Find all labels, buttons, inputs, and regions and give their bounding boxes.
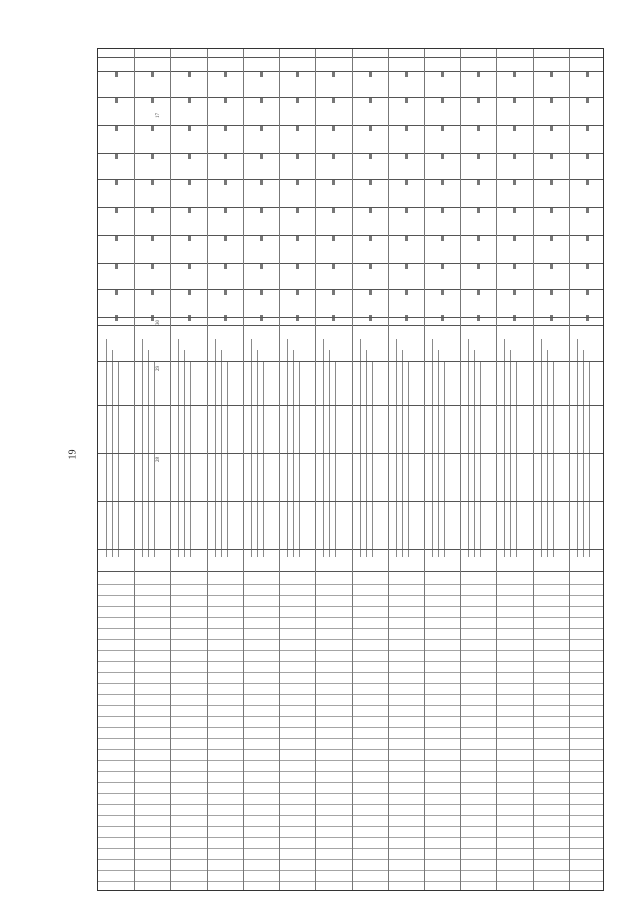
table-column-divider (98, 571, 603, 572)
column-index-29: 29 (156, 366, 161, 371)
table-column-divider (98, 263, 603, 264)
text-line-stroke (553, 361, 554, 557)
text-line-stroke (154, 361, 155, 557)
table-column-divider (98, 501, 603, 502)
rotated-table (97, 48, 604, 891)
text-line-stroke (360, 339, 361, 557)
cell-mark (586, 315, 589, 321)
cell-mark (513, 315, 516, 321)
table-column-divider (98, 317, 603, 318)
text-line-stroke (432, 339, 433, 557)
table-row-divider (134, 49, 135, 890)
cell-mark (477, 315, 480, 321)
table-column-divider (98, 125, 603, 126)
table-row-divider (243, 49, 244, 890)
text-line-stroke (589, 361, 590, 557)
table-row-divider (207, 49, 208, 890)
table-column-divider (98, 179, 603, 180)
text-line-stroke (178, 339, 179, 557)
table-column-divider (98, 235, 603, 236)
table-column-divider (98, 405, 603, 406)
table-row-divider (315, 49, 316, 890)
cell-mark (369, 315, 372, 321)
table-column-divider (98, 97, 603, 98)
text-line-stroke (372, 361, 373, 557)
text-line-stroke (215, 339, 216, 557)
cell-mark (550, 315, 553, 321)
text-line-stroke (106, 339, 107, 557)
table-row-divider (424, 49, 425, 890)
table-row-divider (533, 49, 534, 890)
text-line-stroke (516, 361, 517, 557)
cell-mark (296, 315, 299, 321)
cell-mark (260, 315, 263, 321)
table-column-divider (98, 71, 603, 72)
table-column-divider (98, 207, 603, 208)
column-index-17: 17 (156, 113, 161, 118)
cell-mark (405, 315, 408, 321)
text-line-stroke (408, 361, 409, 557)
text-line-stroke (287, 339, 288, 557)
table-row-divider (460, 49, 461, 890)
text-line-stroke (118, 361, 119, 557)
table-row-divider (569, 49, 570, 890)
text-line-stroke (299, 361, 300, 557)
text-line-stroke (468, 339, 469, 557)
cell-mark (224, 315, 227, 321)
text-line-stroke (504, 339, 505, 557)
table-column-divider (98, 153, 603, 154)
cell-mark (441, 315, 444, 321)
text-line-stroke (323, 339, 324, 557)
cell-mark (188, 315, 191, 321)
column-index-28: 28 (156, 457, 161, 462)
text-line-stroke (577, 339, 578, 557)
text-line-stroke (263, 361, 264, 557)
table-column-divider (98, 549, 603, 550)
text-line-stroke (396, 339, 397, 557)
table-column-divider (98, 361, 603, 362)
text-line-stroke (480, 361, 481, 557)
text-line-stroke (142, 339, 143, 557)
table-column-divider (98, 289, 603, 290)
text-line-stroke (541, 339, 542, 557)
table-row-divider (279, 49, 280, 890)
table-row-divider (496, 49, 497, 890)
table-column-divider (98, 325, 603, 326)
text-line-stroke (251, 339, 252, 557)
text-line-stroke (444, 361, 445, 557)
cell-mark (332, 315, 335, 321)
table-row-divider (388, 49, 389, 890)
table-column-divider (98, 57, 603, 58)
page-number: 19 (67, 449, 79, 460)
text-line-stroke (190, 361, 191, 557)
cell-mark (151, 315, 154, 321)
cell-mark (115, 315, 118, 321)
text-line-stroke (335, 361, 336, 557)
table-row-divider (170, 49, 171, 890)
table-row-divider (352, 49, 353, 890)
code-grid-region (98, 574, 603, 890)
text-line-stroke (227, 361, 228, 557)
column-index-30: 30 (156, 320, 161, 325)
table-column-divider (98, 453, 603, 454)
